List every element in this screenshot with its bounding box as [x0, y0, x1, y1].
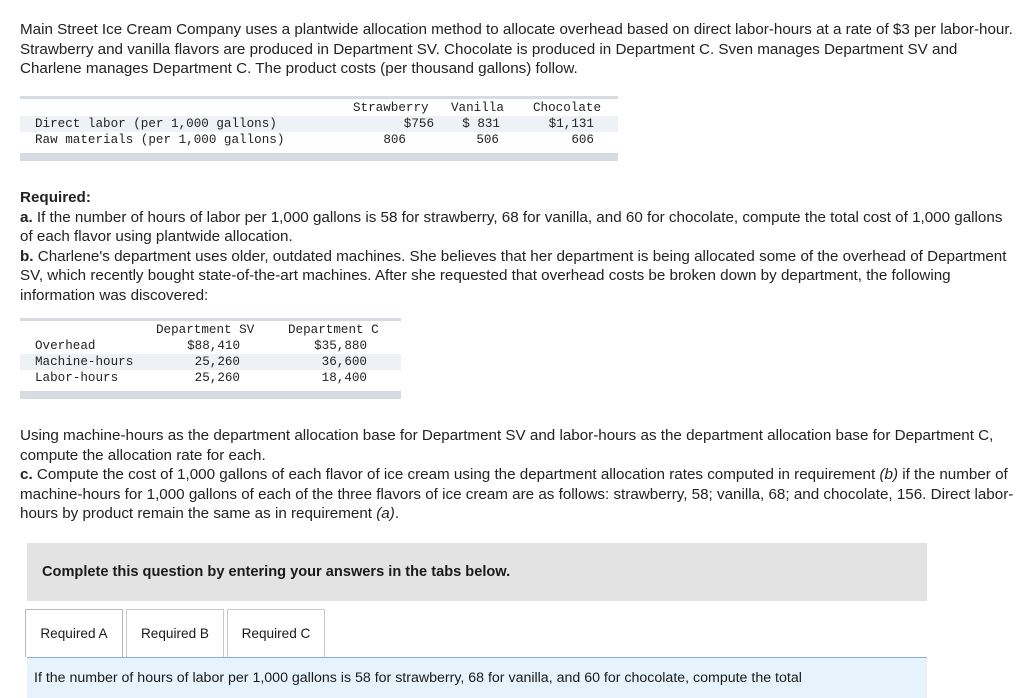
- table-top-border: [20, 318, 401, 321]
- requirement-c-text-2: if the number of machine-hours for 1,000 gallons of each of the three flavors of ice cream are as follows: strawberry, 58; vanilla, 68; and chocolate, 156. Direct labor-hours by product remain the same as in requirement: [20, 466, 1014, 523]
- cell-direct-labor-strawberry: $756: [403, 117, 434, 131]
- requirement-c-text: Compute the cost of 1,000 gallons of each flavor of ice cream using the department allocation rates computed in requirement: [32, 466, 880, 484]
- required-heading: Required:: [20, 189, 91, 206]
- requirement-c-end: .: [394, 505, 400, 523]
- table-bottom-border: [20, 391, 401, 399]
- col-header-strawberry: Strawberry: [353, 101, 429, 115]
- cell-machine-hours-c: 36,600: [321, 355, 367, 369]
- table-top-border: [20, 96, 618, 99]
- cell-raw-materials-strawberry: 806: [383, 133, 406, 147]
- cell-direct-labor-chocolate: $1,131: [548, 117, 594, 131]
- requirement-c-ref-b: (b): [879, 466, 898, 484]
- col-header-chocolate: Chocolate: [533, 101, 602, 115]
- cell-labor-hours-sv: 25,260: [194, 371, 240, 385]
- requirement-b: [20, 247, 1015, 306]
- tab-required-c[interactable]: Required C: [227, 609, 325, 657]
- instruction-banner: Complete this question by entering your answers in the tabs below.: [27, 543, 927, 601]
- tab-required-b[interactable]: Required B: [126, 609, 224, 657]
- row-label-raw-materials: Raw materials (per 1,000 gallons): [35, 133, 285, 147]
- requirement-c-section: [20, 426, 1015, 524]
- cell-raw-materials-vanilla: 506: [476, 133, 499, 147]
- cell-raw-materials-chocolate: 606: [571, 133, 594, 147]
- requirement-a-text: If the number of hours of labor per 1,000 gallons is 58 for strawberry, 68 for vanilla, and 60 for chocolate, compute the total cost of 1,000 gallons of each flavor using plantwide allocation.: [20, 208, 1003, 246]
- table-bottom-border: [20, 153, 618, 161]
- intro-paragraph: Main Street Ice Cream Company uses a plantwide allocation method to allocate overhead based on direct labor-hours at a rate of $3 per labor-hour. Strawberry and vanilla flavors are produced in Department SV. Chocolate is produced in Department C. Sven manages Department SV and Charlene manages Department C. The product costs (per thousand gallons) follow.: [20, 21, 1013, 78]
- requirement-b-text: Charlene's department uses older, outdated machines. She believes that her department is being allocated some of the overhead of Department SV, which recently bought state-of-the-art machines. After she requested that overhead costs be broken down by department, the following information was discovered:: [20, 247, 1007, 304]
- requirement-a: [20, 208, 1015, 247]
- col-header-department-c: Department C: [288, 323, 379, 337]
- requirement-c-ref-a: (a): [376, 505, 395, 523]
- row-label-overhead: Overhead: [35, 339, 96, 353]
- row-label-machine-hours: Machine-hours: [35, 355, 134, 369]
- cell-overhead-c: $35,880: [314, 339, 367, 353]
- cell-direct-labor-vanilla: $ 831: [462, 117, 500, 131]
- requirement-c: [20, 465, 1015, 524]
- cell-labor-hours-c: 18,400: [321, 371, 367, 385]
- row-label-direct-labor: Direct labor (per 1,000 gallons): [35, 117, 277, 131]
- requirement-b-label: b.: [20, 247, 34, 265]
- cell-machine-hours-sv: 25,260: [194, 355, 240, 369]
- tab-required-a[interactable]: Required A: [25, 609, 123, 657]
- row-label-labor-hours: Labor-hours: [35, 371, 119, 385]
- col-header-vanilla: Vanilla: [451, 101, 504, 115]
- requirement-c-label: c.: [20, 466, 33, 484]
- allocation-base-text: Using machine-hours as the department allocation base for Department SV and labor-hours as the department allocation base for Department C, compute the allocation rate for each.: [20, 427, 994, 464]
- tab-panel-question: If the number of hours of labor per 1,000 gallons is 58 for strawberry, 68 for vanilla, and 60 for chocolate, compute the total: [27, 657, 927, 698]
- requirement-a-label: a.: [20, 208, 33, 226]
- col-header-department-sv: Department SV: [156, 323, 255, 337]
- cell-overhead-sv: $88,410: [187, 339, 240, 353]
- required-section: [20, 188, 1015, 306]
